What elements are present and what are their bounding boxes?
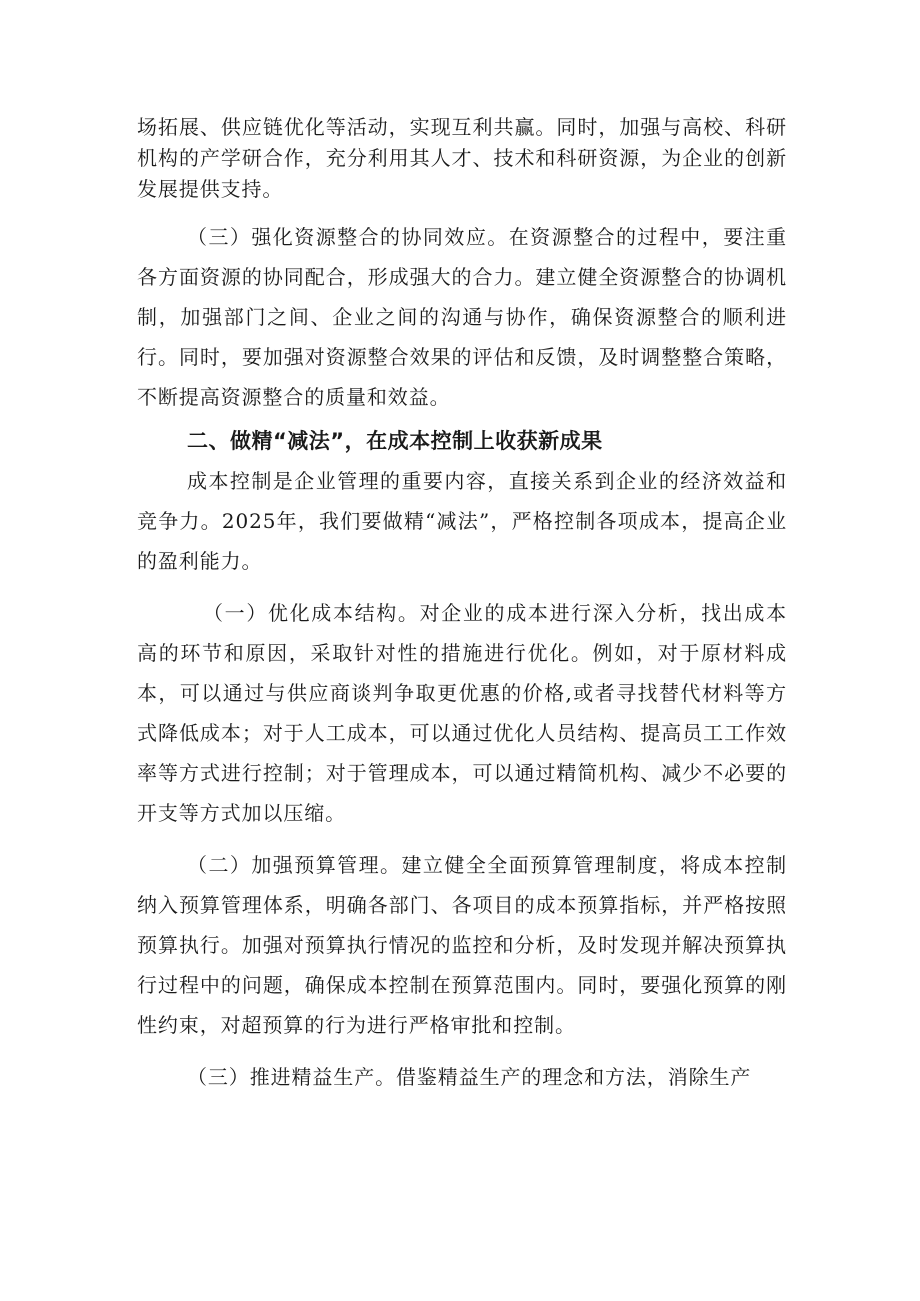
paragraph-cost-intro: 成本控制是企业管理的重要内容，直接关系到企业的经济效益和竞争力。2025年，我们要做精“减法”，严格控制各项成本，提高企业的盈利能力。 xyxy=(137,469,787,573)
paragraph-continued: 场拓展、供应链优化等活动，实现互利共赢。同时，加强与高校、科研机构的产学研合作，充分利用其人才、技术和科研资源，为企业的创新发展提供支持。 xyxy=(137,115,787,201)
section-heading: 二、做精“减法”，在成本控制上收获新成果 xyxy=(187,429,603,453)
paragraph-budget: （二）加强预算管理。建立健全全面预算管理制度，将成本控制纳入预算管理体系，明确各部门、各项目的成本预算指标，并严格按照预算执行。加强对预算执行情况的监控和分析，及时发现并解决预算执行过程中的问题，确保成本控制在预算范围内。同时，要强化预算的刚性约束，对超预算的行为进行严格审批和控制。 xyxy=(137,853,787,1037)
paragraph-cost-structure: （一）优化成本结构。对企业的成本进行深入分析，找出成本高的环节和原因，采取针对性的措施进行优化。例如，对于原材料成本，可以通过与供应商谈判争取更优惠的价格,或者寻找替代材料等方式降低成本；对于人工成本，可以通过优化人员结构、提高员工工作效率等方式进行控制；对于管理成本，可以通过精简机构、减少不必要的开支等方式加以压缩。 xyxy=(137,601,787,825)
paragraph-synergy: （三）强化资源整合的协同效应。在资源整合的过程中，要注重各方面资源的协同配合，形成强大的合力。建立健全资源整合的协调机制，加强部门之间、企业之间的沟通与协作，确保资源整合的顺利进行。同时，要加强对资源整合效果的评估和反馈，及时调整整合策略，不断提高资源整合的质量和效益。 xyxy=(137,225,787,409)
document-body xyxy=(137,112,787,1097)
paragraph-lean-production: （三）推进精益生产。借鉴精益生产的理念和方法，消除生产 xyxy=(187,1065,752,1089)
